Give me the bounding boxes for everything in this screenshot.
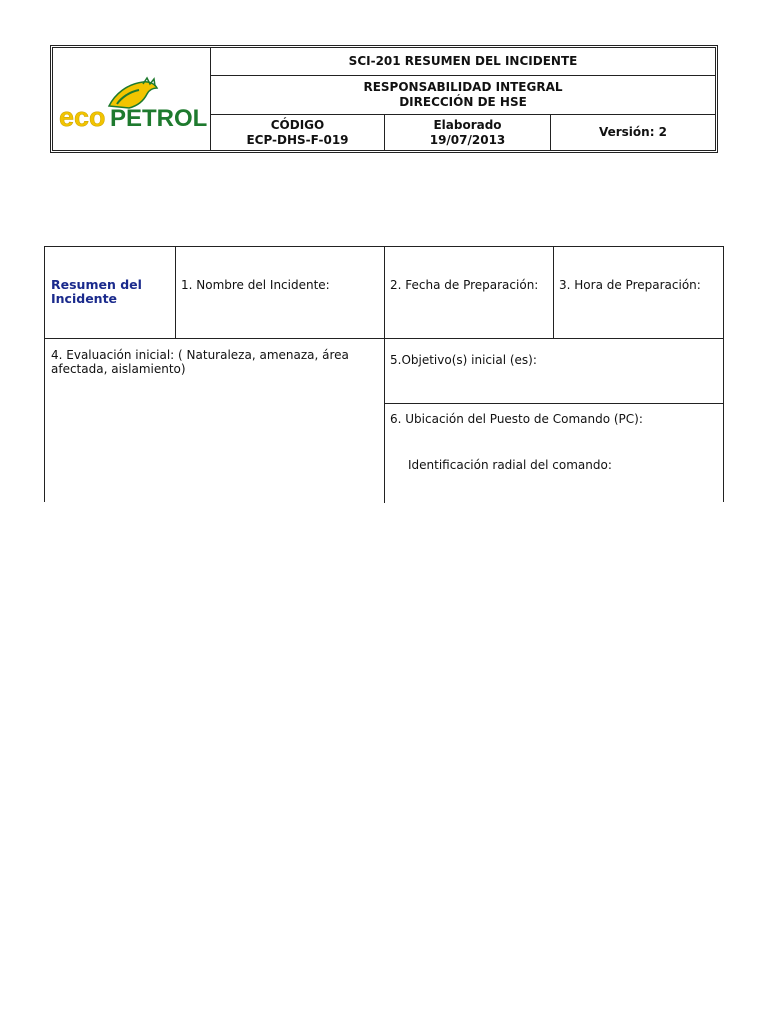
code-value: ECP-DHS-F-019 <box>246 132 349 147</box>
initial-evaluation-label: 4. Evaluación inicial: ( Naturaleza, amenaza, área afectada, aislamiento) <box>51 348 349 376</box>
divider <box>553 247 554 339</box>
divider <box>45 338 723 339</box>
document-header <box>50 45 718 153</box>
section-title: Resumen del Incidente <box>51 277 142 306</box>
svg-text:eco: eco <box>59 102 106 132</box>
code-label: CÓDIGO <box>270 117 325 132</box>
elaborated-cell <box>385 115 551 150</box>
incident-summary-form <box>44 246 724 502</box>
preparation-date-label: 2. Fecha de Preparación: <box>390 278 539 292</box>
divider <box>384 403 723 404</box>
form-title: SCI-201 RESUMEN DEL INCIDENTE <box>211 48 715 76</box>
initial-objectives-label: 5.Objetivo(s) inicial (es): <box>390 353 537 367</box>
incident-name-label: 1. Nombre del Incidente: <box>181 278 330 292</box>
command-post-location-label: 6. Ubicación del Puesto de Comando (PC): <box>390 412 643 426</box>
version-cell <box>551 115 715 150</box>
version-label: Versión: 2 <box>598 125 668 139</box>
code-cell <box>211 115 385 150</box>
department-line1: RESPONSABILIDAD INTEGRAL <box>363 80 563 94</box>
department-block <box>211 76 715 115</box>
preparation-time-label: 3. Hora de Preparación: <box>559 278 701 292</box>
elaborated-date: 19/07/2013 <box>429 132 506 147</box>
divider <box>175 247 176 339</box>
department-line2: DIRECCIÓN DE HSE <box>399 95 527 109</box>
elaborated-label: Elaborado <box>433 117 502 132</box>
logo-cell <box>53 48 211 150</box>
ecopetrol-logo <box>57 76 207 134</box>
radio-identification-label: Identificación radial del comando: <box>408 458 612 472</box>
meta-row <box>211 115 715 150</box>
svg-text:PETROL: PETROL <box>110 105 207 132</box>
